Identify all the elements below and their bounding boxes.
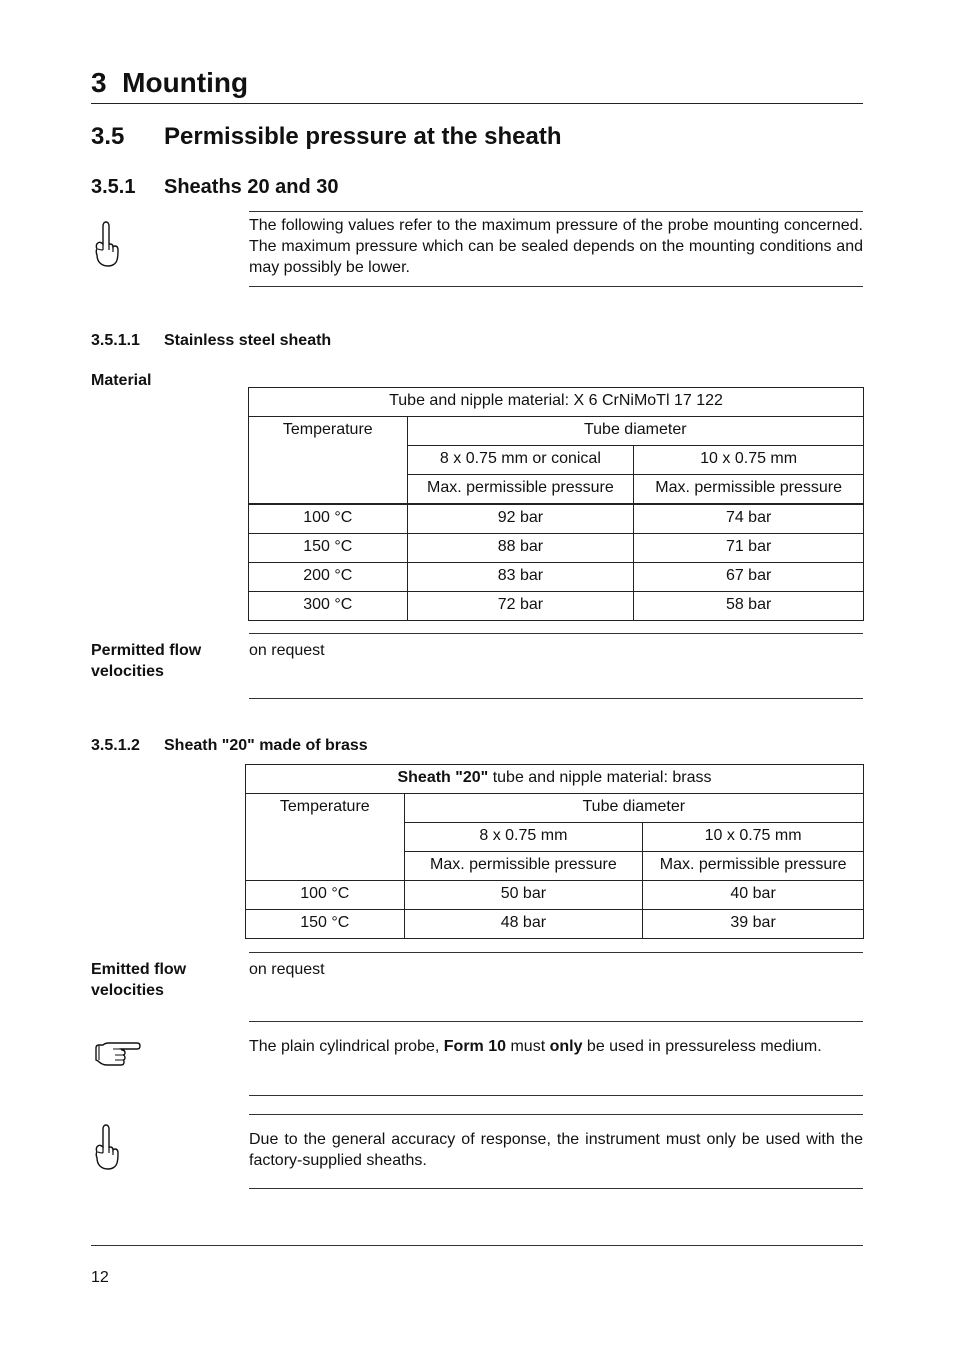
page-number: 12 [91, 1269, 109, 1286]
stainless-heading [91, 331, 331, 351]
table-row [249, 592, 864, 621]
temperature-header: Temperature [246, 794, 405, 881]
chapter-title: Mounting [122, 67, 249, 98]
column-header: 10 x 0.75 mm [643, 823, 864, 852]
sheath-note-text: Due to the general accuracy of response, the instrument must only be used with the factory-supplied sheaths. [249, 1131, 863, 1169]
column-header: 8 x 0.75 mm or conical [407, 446, 634, 475]
raised-index-finger-icon [93, 1123, 121, 1171]
sheath-note-top-rule [249, 1114, 863, 1115]
permitted-flow-value: on request [249, 642, 325, 659]
table-caption-row [246, 765, 864, 794]
chapter-rule [91, 103, 863, 104]
intro-note-bottom-rule [249, 286, 863, 287]
temperature-header: Temperature [249, 417, 408, 505]
table-row [249, 504, 864, 534]
subsection-number: 3.5.1 [91, 176, 136, 198]
pressure-cell: 71 bar [634, 534, 864, 563]
pressure-cell: 58 bar [634, 592, 864, 621]
emitted-flow-label: Emitted flow velocities [91, 961, 187, 999]
brass-pressure-table [245, 764, 864, 939]
table-header-row [246, 794, 864, 823]
brass-flow-top-rule [249, 952, 863, 953]
stainless-number: 3.5.1.1 [91, 332, 140, 349]
brass-number: 3.5.1.2 [91, 737, 140, 754]
section-number: 3.5 [91, 123, 125, 150]
brass-title: Sheath "20" made of brass [164, 737, 368, 754]
stainless-title: Stainless steel sheath [164, 332, 332, 349]
stainless-pressure-table [248, 387, 864, 621]
table-header-row [249, 417, 864, 446]
pressure-cell: 83 bar [407, 563, 634, 592]
form10-bold-2: only [549, 1038, 583, 1055]
temperature-cell: 100 °C [246, 881, 405, 910]
form10-text-2: must [506, 1038, 550, 1055]
pressure-header: Max. permissible pressure [643, 852, 864, 881]
pressure-cell: 72 bar [407, 592, 634, 621]
emitted-flow-value: on request [249, 961, 325, 978]
brass-flow-bottom-rule [249, 1021, 863, 1022]
pressure-cell: 40 bar [643, 881, 864, 910]
chapter-heading [91, 66, 248, 100]
pressure-cell: 39 bar [643, 910, 864, 939]
pressure-header: Max. permissible pressure [634, 475, 864, 505]
intro-note-text: The following values refer to the maximum pressure of the probe mounting concerned. The maximum pressure which can be sealed depends on the mounting conditions and may possibly be lower. [249, 217, 863, 276]
chapter-number: 3 [91, 67, 107, 98]
table-caption: Tube and nipple material: X 6 CrNiMoTl 17 122 [249, 388, 864, 417]
table-caption-bold: Sheath "20" [397, 769, 489, 786]
pressure-cell: 67 bar [634, 563, 864, 592]
form10-text-3: be used in pressureless medium. [582, 1038, 822, 1055]
table-caption-rest: tube and nipple material: brass [488, 769, 712, 786]
section-heading [91, 122, 562, 152]
form10-note-text [249, 1036, 863, 1057]
pressure-header: Max. permissible pressure [407, 475, 634, 505]
temperature-cell: 100 °C [249, 504, 408, 534]
column-header: 10 x 0.75 mm [634, 446, 864, 475]
sheath-note-bottom-rule [249, 1188, 863, 1189]
tube-diameter-header: Tube diameter [404, 794, 863, 823]
subsection-title: Sheaths 20 and 30 [164, 176, 339, 198]
pressure-cell: 74 bar [634, 504, 864, 534]
table-caption-row [249, 388, 864, 417]
table-row [249, 534, 864, 563]
table-row [246, 910, 864, 939]
pressure-cell: 50 bar [404, 881, 643, 910]
tube-diameter-header: Tube diameter [407, 417, 863, 446]
table-row [249, 563, 864, 592]
raised-index-finger-icon [93, 220, 121, 268]
flow-bottom-rule [249, 698, 863, 699]
form10-text-1: The plain cylindrical probe, [249, 1038, 444, 1055]
pointing-hand-icon [93, 1040, 143, 1070]
pressure-cell: 88 bar [407, 534, 634, 563]
table-caption [246, 765, 864, 794]
temperature-cell: 200 °C [249, 563, 408, 592]
pressure-cell: 92 bar [407, 504, 634, 534]
pressure-cell: 48 bar [404, 910, 643, 939]
material-label: Material [91, 372, 152, 389]
pressure-header: Max. permissible pressure [404, 852, 643, 881]
footer-rule [91, 1245, 863, 1246]
brass-heading [91, 736, 368, 756]
column-header: 8 x 0.75 mm [404, 823, 643, 852]
permitted-flow-label: Permitted flow velocities [91, 642, 202, 680]
form10-note-bottom-rule [249, 1095, 863, 1096]
form10-bold-1: Form 10 [443, 1038, 507, 1055]
table-row [246, 881, 864, 910]
subsection-heading [91, 174, 339, 200]
temperature-cell: 300 °C [249, 592, 408, 621]
temperature-cell: 150 °C [249, 534, 408, 563]
intro-note-top-rule [249, 211, 863, 212]
section-title: Permissible pressure at the sheath [164, 123, 562, 150]
temperature-cell: 150 °C [246, 910, 405, 939]
flow-top-rule [249, 633, 863, 634]
